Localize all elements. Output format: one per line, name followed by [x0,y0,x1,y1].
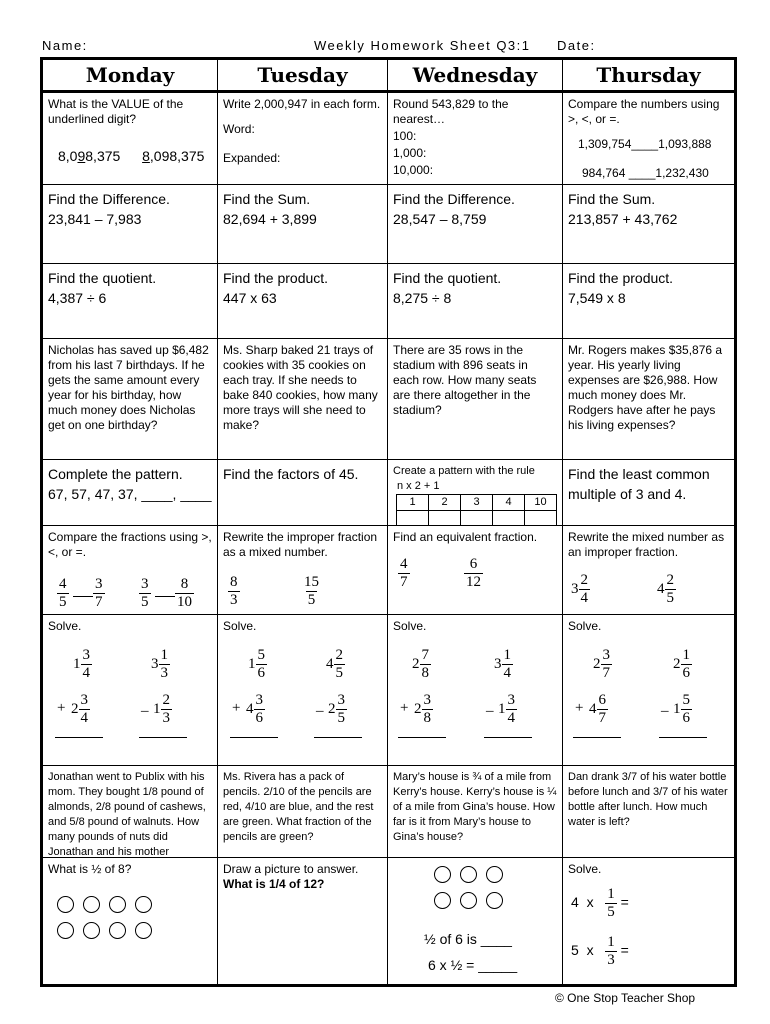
thu-compare-cell [563,93,734,185]
task-title: Solve. [568,862,602,876]
day-header-wednesday: Wednesday [388,60,563,93]
mixed-number: 4 $\frac{2}{5}$ [326,647,343,681]
mon-pattern-cell [43,460,218,526]
task-title: Solve. [568,619,602,633]
name-label: Name: [42,38,88,53]
tue-improper-fraction-cell [218,526,388,615]
expanded-form-label: Expanded: [223,151,281,165]
circle-shape [109,922,126,939]
wed-rule-cell [388,460,563,526]
circle-shape [57,896,74,913]
mixed-number: 2 $\frac{3}{7}$ [593,647,610,681]
thu-word-problem: Mr. Rogers makes $35,876 a year. His yearly living expenses are $26,988. How much money does Mr. Rodgers have after he pays his living expenses? [563,339,734,460]
fraction: $\frac{3}{5}$ [141,576,149,610]
task-title: Complete the pattern. [48,466,183,482]
minus-sign: _ [486,698,494,714]
compare-1: 1,309,754____1,093,888 [578,137,712,151]
sheet-header [42,38,732,58]
day-header-thursday: Thursday [563,60,734,93]
plus-sign: + [400,700,409,716]
half-of-six-problem: ½ of 6 is ____ [424,931,512,947]
plus-sign: + [57,700,66,716]
mixed-number: 2 $\frac{1}{6}$ [673,647,690,681]
fraction: $\frac{8}{10}$ [177,576,192,610]
thu-sum-cell [563,185,734,264]
mixed-number: 3 $\frac{1}{4}$ [494,647,511,681]
task-title: Draw a picture to answer. [223,862,359,876]
task-title: Find the Difference. [48,191,170,207]
question-text: Round 543,829 to the nearest… [393,97,509,126]
task-title: Find the Sum. [568,191,656,207]
mixed-number: 3 $\frac{2}{4}$ [571,572,588,606]
task-problem: 67, 57, 47, 37, ____, ____ [48,486,212,502]
mixed-number: 1 $\frac{2}{3}$ [153,692,170,726]
mixed-number: 3 $\frac{1}{3}$ [151,647,168,681]
answer-line [139,737,187,738]
fraction: $\frac{15}{5}$ [304,574,319,608]
pattern-table [396,494,557,526]
answer-line [573,737,621,738]
copyright-footer: © One Stop Teacher Shop [555,991,696,1005]
day-header-monday: Monday [43,60,218,93]
thu-product-cell [563,264,734,339]
fraction: $\frac{8}{3}$ [230,574,238,608]
circle-shape [135,896,152,913]
answer-line [484,737,532,738]
mon-quotient-cell [43,264,218,339]
wed-quotient-cell [388,264,563,339]
task-title: Find the Sum. [223,191,311,207]
mixed-number: 1 $\frac{5}{6}$ [248,647,265,681]
six-times-half-problem: 6 x ½ = _____ [428,957,518,973]
round-thousand: 1,000: [393,146,427,160]
wed-difference-cell [388,185,563,264]
round-hundred: 100: [393,129,417,143]
answer-line [398,737,446,738]
thu-solve-mixed-cell [563,615,734,766]
tue-number-forms-cell [218,93,388,185]
circle-shape [486,866,503,883]
task-title: Find the quotient. [393,270,502,286]
circle-shape [486,892,503,909]
mixed-number: 1 $\frac{5}{6}$ [673,692,690,726]
mon-place-value-cell [43,93,218,185]
thu-lcm-cell [563,460,734,526]
mixed-number: 4 $\frac{2}{5}$ [657,572,674,606]
circle-shape [460,892,477,909]
thu-mixed-number-cell [563,526,734,615]
task-problem: 82,694 + 3,899 [223,211,317,227]
mixed-number: 1 $\frac{3}{4}$ [498,692,515,726]
mixed-number: 2 $\frac{3}{5}$ [328,692,345,726]
wed-half-of-six-cell [388,858,563,984]
input-cell: 1 [397,495,429,511]
day-header-tuesday: Tuesday [218,60,388,93]
circle-shape [434,866,451,883]
task-problem: 4,387 ÷ 6 [48,290,107,306]
task-title: Find the product. [223,270,329,286]
round-ten-thousand: 10,000: [393,163,434,177]
wed-rounding-cell [388,93,563,185]
thu-fraction-word-problem: Dan drank 3/7 of his water bottle before lunch and 3/7 of his water bottle after lunch. How much water is left? [563,766,734,858]
tue-word-problem: Ms. Sharp baked 21 trays of cookies with 35 cookies on each tray. If she needs to bake 840 cookies, how many more trays will she need to make? [218,339,388,460]
input-cell: 4 [493,495,525,511]
sheet-title: Weekly Homework Sheet Q3:1 [314,38,531,53]
task-title: Find the product. [568,270,674,286]
plus-sign: + [575,700,584,716]
multiply-problem: 5 x $\frac{1}{3}$ = [571,934,629,968]
circle-shape [83,896,100,913]
thu-multiply-fraction-cell [563,858,734,984]
output-cell [525,511,557,526]
tue-solve-mixed-cell [218,615,388,766]
mon-half-of-cell [43,858,218,984]
input-cell: 2 [429,495,461,511]
fraction: $\frac{4}{7}$ [400,556,408,590]
task-title: Solve. [393,619,427,633]
mixed-number: 2 $\frac{3}{8}$ [414,692,431,726]
output-cell [493,511,525,526]
task-problem: 8,275 ÷ 8 [393,290,452,306]
wed-equivalent-fraction-cell [388,526,563,615]
homework-table [40,57,737,987]
task-title: Find the quotient. [48,270,157,286]
mixed-number: 4 $\frac{6}{7}$ [589,692,606,726]
question-text: Write 2,000,947 in each form. [223,97,381,111]
word-form-label: Word: [223,122,255,136]
output-cell [397,511,429,526]
task-title: Solve. [223,619,257,633]
task-title: Find the factors of 45. [223,466,359,482]
task-title: Solve. [48,619,82,633]
plus-sign: + [232,700,241,716]
mixed-number: 4 $\frac{3}{6}$ [246,692,263,726]
input-cell: 10 [525,495,557,511]
input-cell: 3 [461,495,493,511]
tue-fraction-word-problem: Ms. Rivera has a pack of pencils. 2/10 of the pencils are red, 4/10 are blue, and the rest are green. What fraction of the pencils are green? [218,766,388,858]
mixed-number: 2 $\frac{3}{4}$ [71,692,88,726]
tue-product-cell [218,264,388,339]
output-cell [461,511,493,526]
tue-factors-cell [218,460,388,526]
task-problem: 28,547 – 8,759 [393,211,487,227]
mon-compare-fractions-cell [43,526,218,615]
answer-blank [155,596,175,597]
task-problem: 23,841 – 7,983 [48,211,142,227]
output-cell [429,511,461,526]
task-title: Compare the fractions using >, <, or =. [48,530,212,559]
mon-difference-cell [43,185,218,264]
task-title: Rewrite the improper fraction as a mixed number. [223,530,378,559]
minus-sign: _ [316,698,324,714]
circle-shape [109,896,126,913]
circle-shape [135,922,152,939]
pattern-rule: n x 2 + 1 [397,480,440,492]
circle-shape [57,922,74,939]
mon-word-problem: Nicholas has saved up $6,482 from his last 7 birthdays. If he gets the same amount every year for his birthday, how much money does Nicholas get on one birthday? [43,339,218,460]
minus-sign: _ [661,698,669,714]
fraction: $\frac{6}{12}$ [466,556,481,590]
mon-solve-mixed-cell [43,615,218,766]
question-text: Compare the numbers using >, <, or =. [568,97,720,126]
task-title: Find an equivalent fraction. [393,530,538,544]
mon-fraction-word-problem: Jonathan went to Publix with his mom. They bought 1/8 pound of almonds, 2/8 pound of cashews, and 5/8 pound of walnuts. How many pounds of nuts did Jonathan and his mother [43,766,218,858]
task-title: Rewrite the mixed number as an improper fraction. [568,530,725,559]
wed-fraction-word-problem: Mary’s house is ¾ of a mile from Kerry’s house. Kerry’s house is ¼ of a mile from Gina’s house. How far is it from Mary’s house to Gina’s house? [388,766,563,858]
task-problem: 447 x 63 [223,290,277,306]
multiply-problem: 4 x $\frac{1}{5}$ = [571,886,629,920]
mixed-number: 2 $\frac{7}{8}$ [412,647,429,681]
task-title: Find the least common multiple of 3 and 4. [568,466,710,502]
fraction: $\frac{4}{5}$ [59,576,67,610]
minus-sign: _ [141,698,149,714]
task-title: Find the Difference. [393,191,515,207]
task-problem: 213,857 + 43,762 [568,211,678,227]
mixed-number: 1 $\frac{3}{4}$ [73,647,90,681]
task-title: Create a pattern with the rule [393,465,535,477]
question-text: What is the VALUE of the underlined digit? [48,97,184,126]
answer-blank [73,596,93,597]
circle-shape [460,866,477,883]
answer-line [230,737,278,738]
task-title: What is ½ of 8? [48,862,132,876]
answer-line [314,737,362,738]
task-problem: What is 1/4 of 12? [223,877,325,891]
circle-shape [434,892,451,909]
compare-2: 984,764 ____1,232,430 [582,166,709,180]
wed-word-problem: There are 35 rows in the stadium with 896 seats in each row. How many seats are there altogether in the stadium? [388,339,563,460]
tue-sum-cell [218,185,388,264]
fraction: $\frac{3}{7}$ [95,576,103,610]
underlined-numbers: 8,098,375 8,098,375 [58,148,205,164]
circle-shape [83,922,100,939]
answer-line [659,737,707,738]
wed-solve-mixed-cell [388,615,563,766]
tue-draw-picture-cell [218,858,388,984]
answer-line [55,737,103,738]
task-problem: 7,549 x 8 [568,290,626,306]
date-label: Date: [557,38,596,53]
